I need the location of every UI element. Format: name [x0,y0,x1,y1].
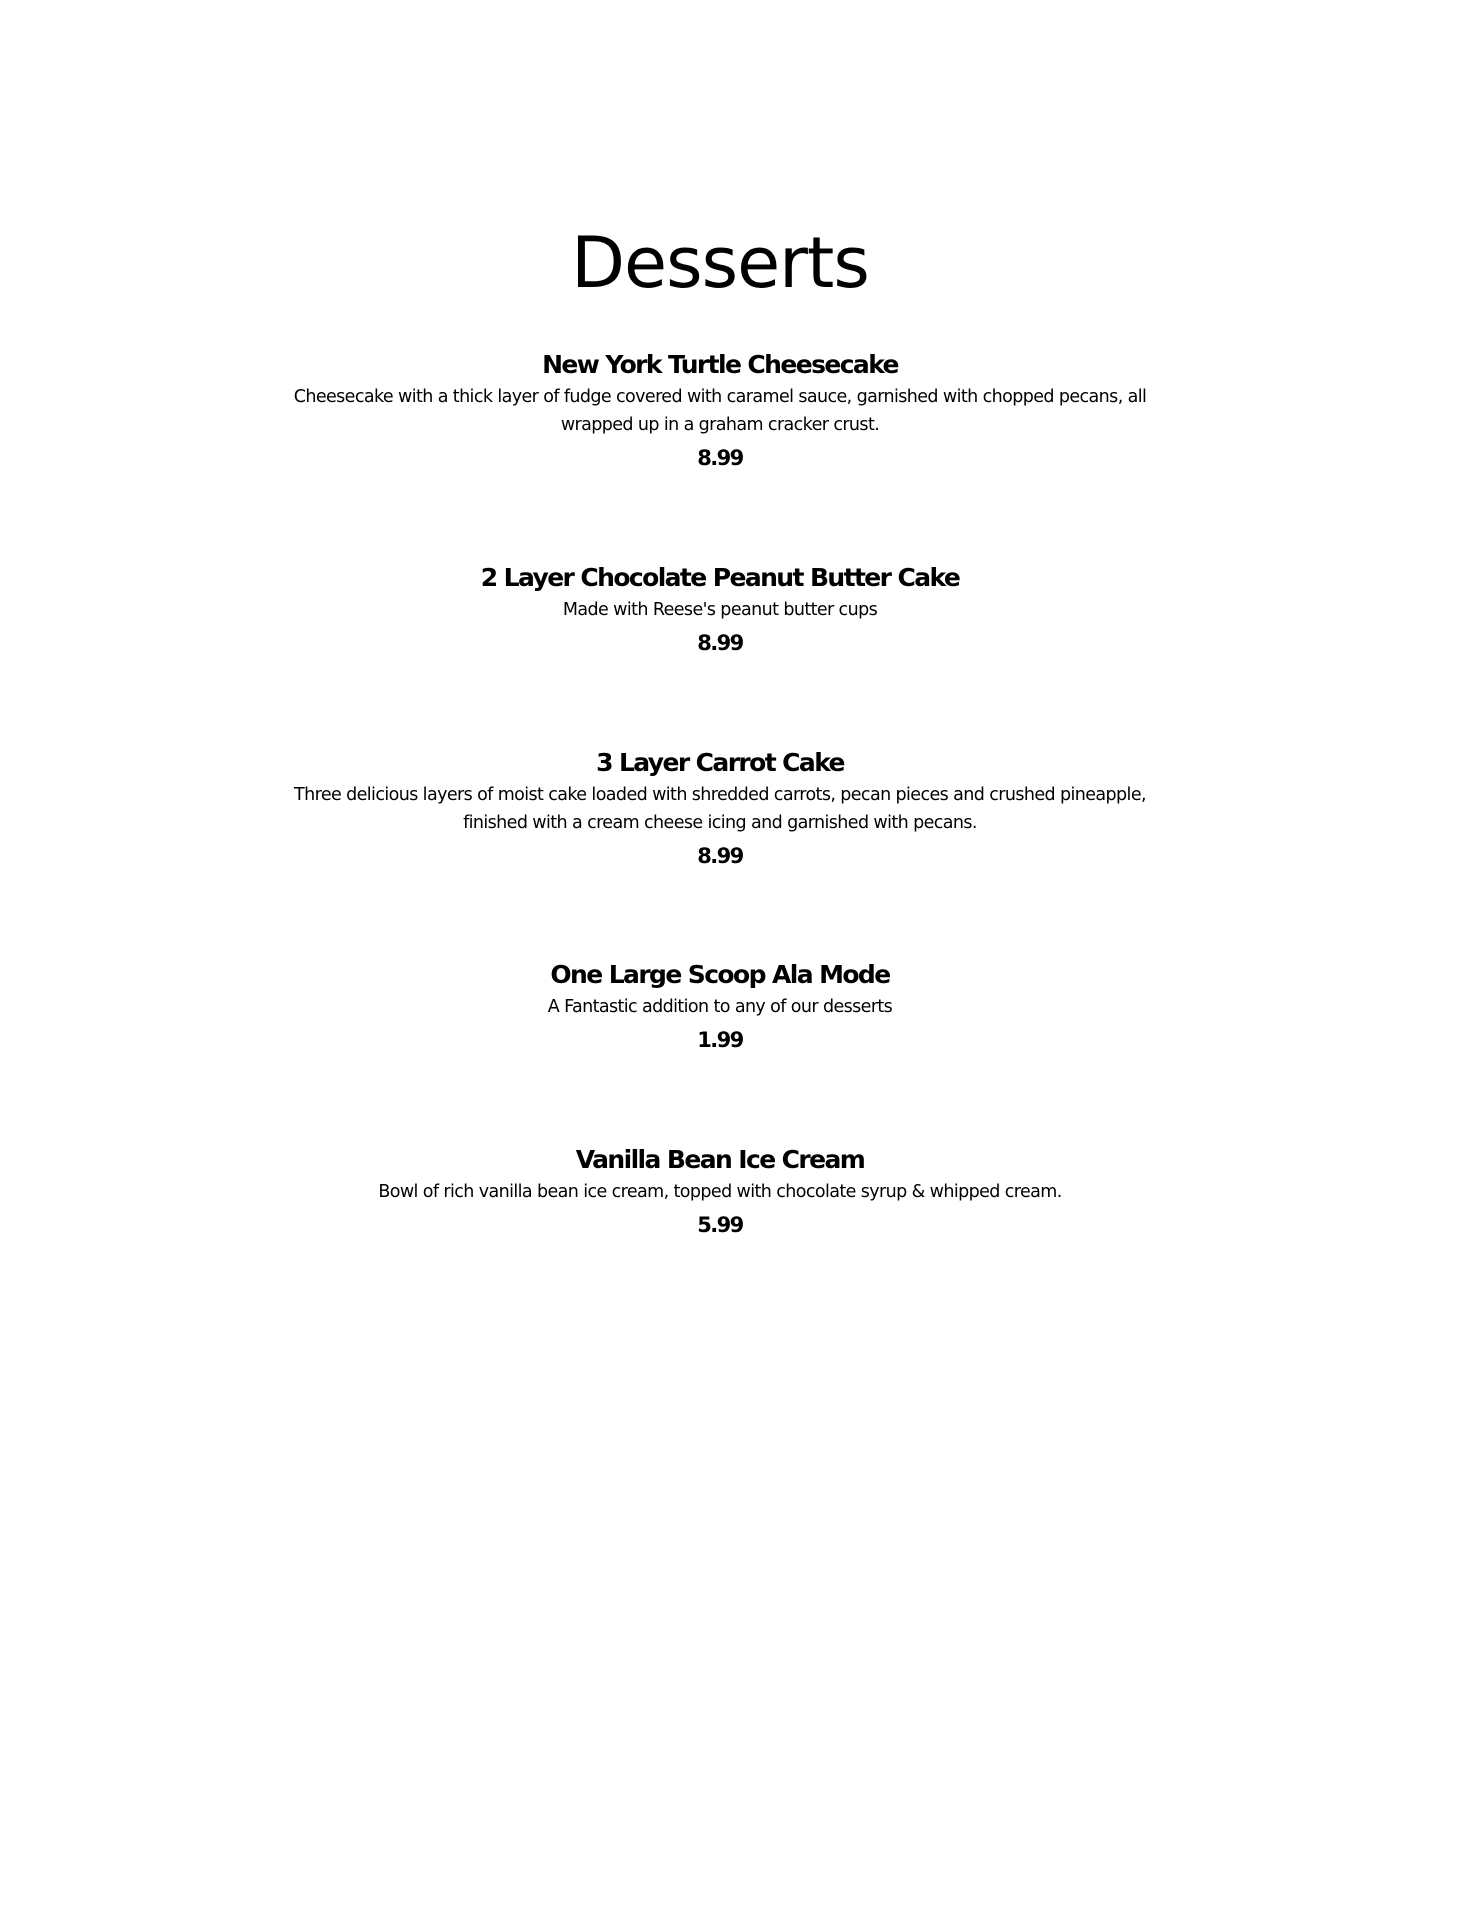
item-price: 8.99 [697,631,743,655]
item-name: 2 Layer Chocolate Peanut Butter Cake [480,563,960,592]
menu-item-turtle-cheesecake [0,350,1440,473]
menu-item-scoop-ala-mode [0,960,1440,1055]
item-price: 5.99 [697,1213,743,1237]
item-description: Cheesecake with a thick layer of fudge covered with caramel sauce, garnished with chopped pecans, all wrapped up in a graham cracker crust. [293,387,1147,435]
item-price: 1.99 [697,1028,743,1052]
item-price: 8.99 [697,844,743,868]
menu-item-carrot-cake [0,748,1440,871]
item-description: Bowl of rich vanilla bean ice cream, topped with chocolate syrup & whipped cream. [378,1182,1062,1202]
item-price: 8.99 [697,446,743,470]
menu-item-chocolate-peanut-butter-cake [0,563,1440,658]
item-description: Three delicious layers of moist cake loaded with shredded carrots, pecan pieces and crushed pineapple, finished with a cream cheese icing and garnished with pecans. [294,785,1146,833]
item-name: New York Turtle Cheesecake [542,350,898,379]
menu-item-vanilla-bean-ice-cream [0,1145,1440,1240]
item-description: A Fantastic addition to any of our desserts [547,997,893,1017]
item-name: One Large Scoop Ala Mode [550,960,890,989]
item-name: Vanilla Bean Ice Cream [575,1145,865,1174]
page-title: Desserts [571,222,869,304]
item-name: 3 Layer Carrot Cake [596,748,844,777]
item-description: Made with Reese's peanut butter cups [562,600,878,620]
